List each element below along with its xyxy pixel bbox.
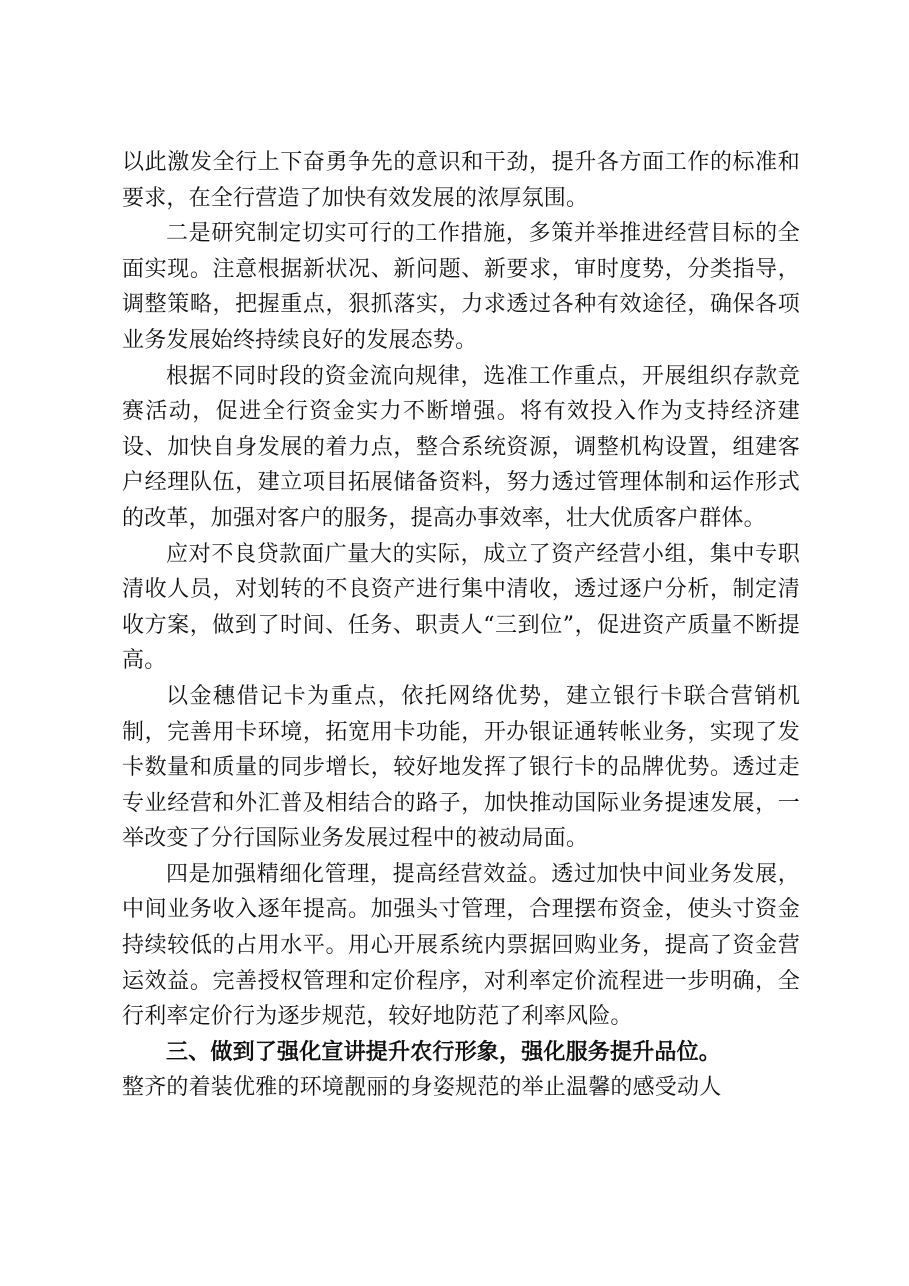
paragraph-measures: 二是研究制定切实可行的工作措施，多策并举推进经营目标的全面实现。注意根据新状况、新问题、新要求，审时度势，分类指导，调整策略，把握重点，狠抓落实，力求透过各种有效途径，确保各项业务发展始终持续良好的发展态势。 bbox=[122, 221, 800, 353]
paragraph-funds: 根据不同时段的资金流向规律，选准工作重点，开展组织存款竞赛活动，促进全行资金实力不断增强。将有效投入作为支持经济建设、加快自身发展的着力点，整合系统资源，调整机构设置，组建客户经理队伍，建立项目拓展储备资料，努力透过管理体制和运作形式的改革，加强对客户的服务，提高办事效率，壮大优质客户群体。 bbox=[122, 363, 800, 531]
paragraph-bad-loans: 应对不良贷款面广量大的实际，成立了资产经营小组，集中专职清收人员，对划转的不良资产进行集中清收，透过逐户分析，制定清收方案，做到了时间、任务、职责人“三到位”，促进资产质量不断提高。 bbox=[122, 541, 800, 674]
paragraph-continuation: 以此激发全行上下奋勇争先的意识和干劲，提升各方面工作的标准和要求，在全行营造了加快有效发展的浓厚氛围。 bbox=[122, 150, 800, 211]
section-heading: 三、做到了强化宣讲提升农行形象，强化服务提升品位。 bbox=[166, 1038, 722, 1065]
document-body bbox=[122, 145, 800, 1106]
paragraph-bank-card: 以金穗借记卡为重点，依托网络优势，建立银行卡联合营销机制，完善用卡环境，拓宽用卡功能，开办银证通转帐业务，实现了发卡数量和质量的同步增长，较好地发挥了银行卡的品牌优势。透过走专业经营和外汇普及相结合的路子，加快推动国际业务提速发展，一举改变了分行国际业务发展过程中的被动局面。 bbox=[122, 683, 800, 852]
paragraph-service: 整齐的着装优雅的环境靓丽的身姿规范的举止温馨的感受动人 bbox=[122, 1075, 722, 1101]
paragraph-management: 四是加强精细化管理，提高经营效益。透过加快中间业务发展，中间业务收入逐年提高。加强头寸管理，合理摆布资金，使头寸资金持续较低的占用水平。用心开展系统内票据回购业务，提高了资金营运效益。完善授权管理和定价程序，对利率定价流程进一步明确，全行利率定价行为逐步规范，较好地防范了利率风险。 bbox=[122, 861, 800, 1030]
